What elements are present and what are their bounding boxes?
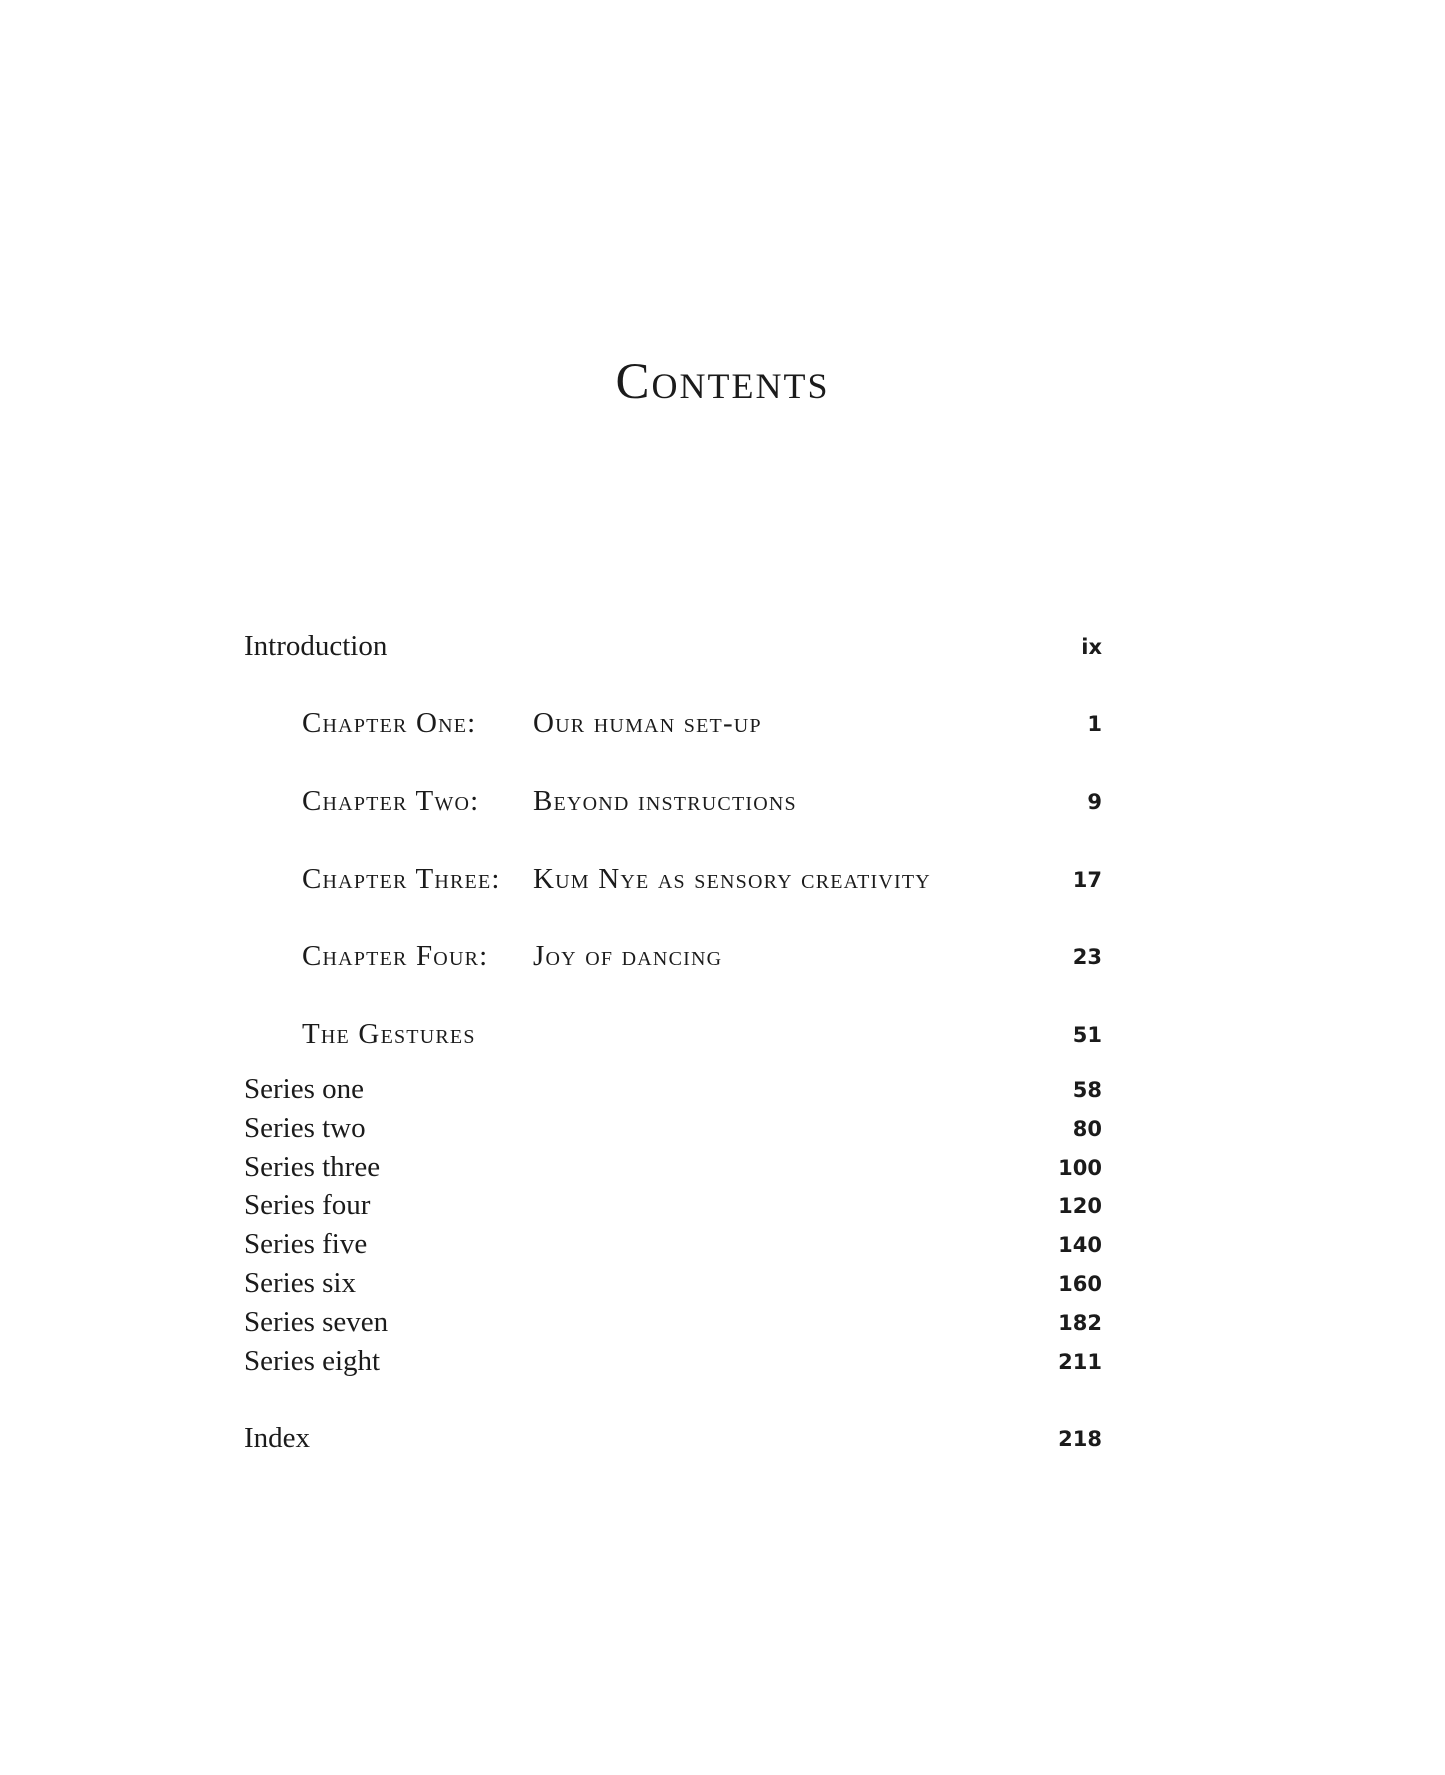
toc-entry-the-gestures[interactable] [0, 1012, 1445, 1056]
entry-title: Kum Nye as sensory creativity [533, 863, 931, 895]
page-number: 58 [1072, 1078, 1102, 1102]
page-number: 140 [1058, 1233, 1102, 1257]
page-number: 80 [1072, 1117, 1102, 1141]
page-number: ix [1081, 635, 1102, 659]
entry-label: Series four [244, 1189, 371, 1221]
toc-entry-series-two[interactable] [0, 1106, 1445, 1150]
toc-entry-series-four[interactable] [0, 1183, 1445, 1227]
page-number: 9 [1087, 790, 1102, 814]
entry-label: Series three [244, 1151, 381, 1183]
toc-entry-index[interactable] [0, 1416, 1445, 1460]
toc-entry-introduction[interactable] [0, 624, 1445, 668]
page-number: 218 [1058, 1427, 1102, 1451]
page-number: 23 [1072, 945, 1102, 969]
entry-title: Our human set-up [533, 707, 762, 739]
entry-label: Introduction [244, 630, 388, 662]
entry-label: Chapter Two: [302, 785, 480, 817]
page-number: 182 [1058, 1311, 1102, 1335]
page-number: 1 [1087, 712, 1102, 736]
entry-label: Series one [244, 1073, 364, 1105]
page-number: 17 [1072, 868, 1102, 892]
entry-label: Series five [244, 1228, 368, 1260]
toc-entry-chapter-one[interactable] [0, 701, 1445, 745]
entry-title: Joy of dancing [533, 940, 723, 972]
entry-label: Chapter Three: [302, 863, 501, 895]
entry-label: Series eight [244, 1345, 381, 1377]
toc-entry-series-six[interactable] [0, 1261, 1445, 1305]
page-number: 160 [1058, 1272, 1102, 1296]
entry-label: Chapter One: [302, 707, 477, 739]
toc-entry-chapter-two[interactable] [0, 779, 1445, 823]
page-number: 120 [1058, 1194, 1102, 1218]
entry-label: Index [244, 1422, 311, 1454]
entry-label: Series six [244, 1267, 356, 1299]
page-number: 211 [1058, 1350, 1102, 1374]
entry-label: Chapter Four: [302, 940, 489, 972]
page-number: 100 [1058, 1156, 1102, 1180]
toc-entry-chapter-three[interactable] [0, 857, 1445, 901]
toc-entry-series-seven[interactable] [0, 1300, 1445, 1344]
page-title: Contents [615, 354, 830, 410]
entry-title: Beyond instructions [533, 785, 797, 817]
toc-entry-series-one[interactable] [0, 1067, 1445, 1111]
toc-entry-series-eight[interactable] [0, 1339, 1445, 1383]
toc-entry-series-five[interactable] [0, 1222, 1445, 1266]
toc-entry-chapter-four[interactable] [0, 934, 1445, 978]
entry-label: The Gestures [302, 1018, 476, 1050]
entry-label: Series seven [244, 1306, 389, 1338]
page-number: 51 [1072, 1023, 1102, 1047]
entry-label: Series two [244, 1112, 366, 1144]
